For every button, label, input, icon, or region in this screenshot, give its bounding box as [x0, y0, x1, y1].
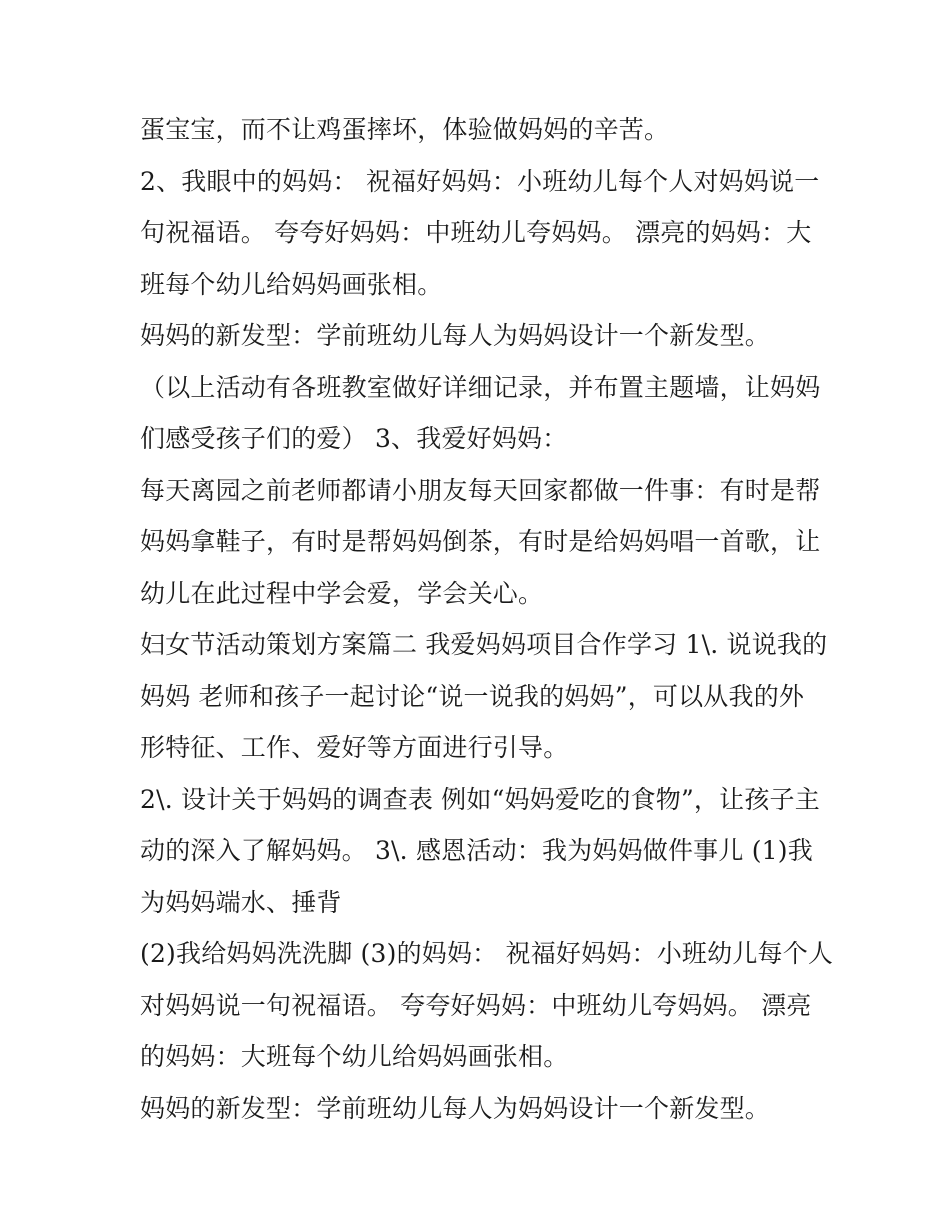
text-line: 班每个幼儿给妈妈画张相。 — [140, 269, 443, 299]
text-line: 妈妈的新发型：学前班幼儿每人为妈妈设计一个新发型。 — [140, 321, 771, 350]
text-line: 为妈妈端水、捶背 — [140, 887, 342, 917]
text-line: 对妈妈说一句祝福语。 夸夸好妈妈：中班幼儿夸妈妈。 漂亮 — [140, 990, 812, 1020]
document-body — [140, 104, 834, 1134]
text-line: 蛋宝宝，而不让鸡蛋摔坏，体验做妈妈的辛苦。 — [140, 115, 670, 144]
text-line: 们感受孩子们的爱） 3、我爱好妈妈： — [140, 424, 568, 453]
text-line: 妈妈 老师和孩子一起讨论“说一说我的妈妈”，可以从我的外 — [140, 681, 805, 711]
text-line: 形特征、工作、爱好等方面进行引导。 — [140, 733, 569, 762]
text-line: （以上活动有各班教室做好详细记录，并布置主题墙，让妈妈 — [140, 372, 821, 402]
text-line: 幼儿在此过程中学会爱，学会关心。 — [140, 578, 544, 608]
text-line: 每天离园之前老师都请小朋友每天回家都做一件事：有时是帮 — [140, 475, 821, 505]
text-line: 2\. 设计关于妈妈的调查表 例如“妈妈爱吃的食物”，让孩子主 — [140, 784, 820, 814]
text-line: 的妈妈：大班每个幼儿给妈妈画张相。 — [140, 1042, 569, 1071]
text-line: 2、我眼中的妈妈： 祝福好妈妈：小班幼儿每个人对妈妈说一 — [140, 166, 820, 196]
text-line: 句祝福语。 夸夸好妈妈：中班幼儿夸妈妈。 漂亮的妈妈：大 — [140, 218, 812, 247]
text-line: (2)我给妈妈洗洗脚 (3)的妈妈： 祝福好妈妈：小班幼儿每个人 — [140, 939, 834, 968]
text-line: 妇女节活动策划方案篇二 我爱妈妈项目合作学习 1\. 说说我的 — [140, 630, 828, 659]
text-line: 妈妈的新发型：学前班幼儿每人为妈妈设计一个新发型。 — [140, 1093, 771, 1123]
text-line: 动的深入了解妈妈。 3\. 感恩活动：我为妈妈做件事儿 (1)我 — [140, 836, 813, 865]
text-line: 妈妈拿鞋子，有时是帮妈妈倒茶，有时是给妈妈唱一首歌，让 — [140, 527, 821, 556]
